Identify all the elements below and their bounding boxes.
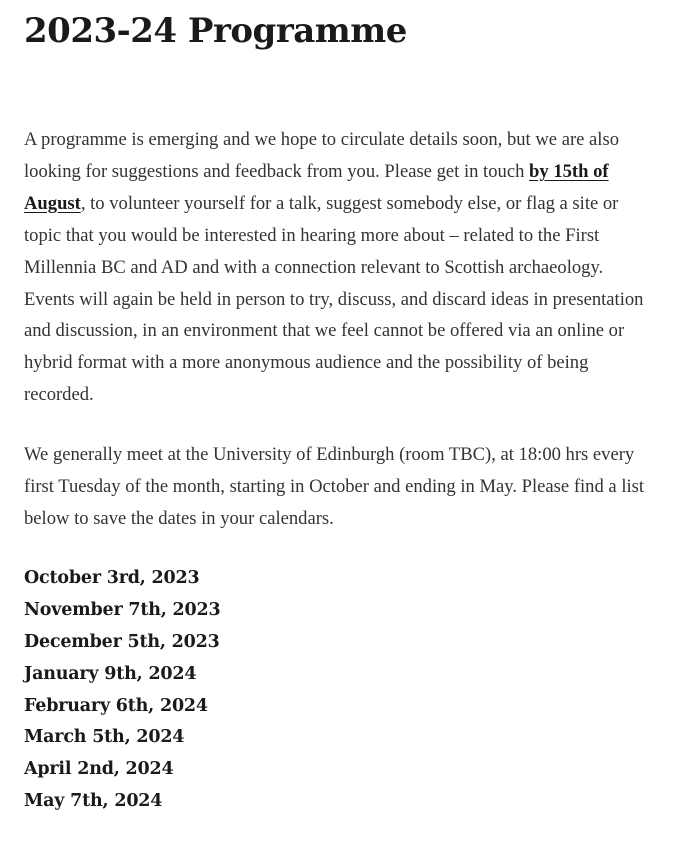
date-item: February 6th, 2024 (24, 695, 208, 716)
date-item: November 7th, 2023 (24, 599, 221, 620)
date-item: March 5th, 2024 (24, 727, 185, 748)
intro-text-after-link: , to volunteer yourself for a talk, suggest somebody else, or flag a site or topic that you would be interested in hearing more about – related to the First Millennia BC and AD and with a connection relevant to Scottish archaeology. Events will again be held in person to try, discuss, and discard ideas in presentation and discussion, in an environment that we feel cannot be offered via an online or hybrid format with a more anonymous audience and the possibility of being recorded. (24, 192, 644, 406)
page-title: 2023-24 Programme (24, 11, 407, 51)
intro-paragraph (24, 124, 656, 411)
intro-text-before-link: A programme is emerging and we hope to circulate details soon, but we are also looking for suggestions and feedback from you. Please get in touch (24, 129, 619, 182)
date-item: January 9th, 2024 (24, 663, 197, 684)
date-item: May 7th, 2024 (24, 791, 163, 812)
date-item: April 2nd, 2024 (24, 759, 174, 780)
date-item: October 3rd, 2023 (24, 567, 200, 588)
date-item: December 5th, 2023 (24, 631, 220, 652)
meeting-paragraph: We generally meet at the University of Edinburgh (room TBC), at 18:00 hrs every first Tuesday of the month, starting in October and ending in May. Please find a list below to save the dates in your calendars. (24, 444, 645, 529)
deadline-link[interactable]: by 15th of August (24, 160, 609, 214)
dates-list (24, 563, 656, 818)
